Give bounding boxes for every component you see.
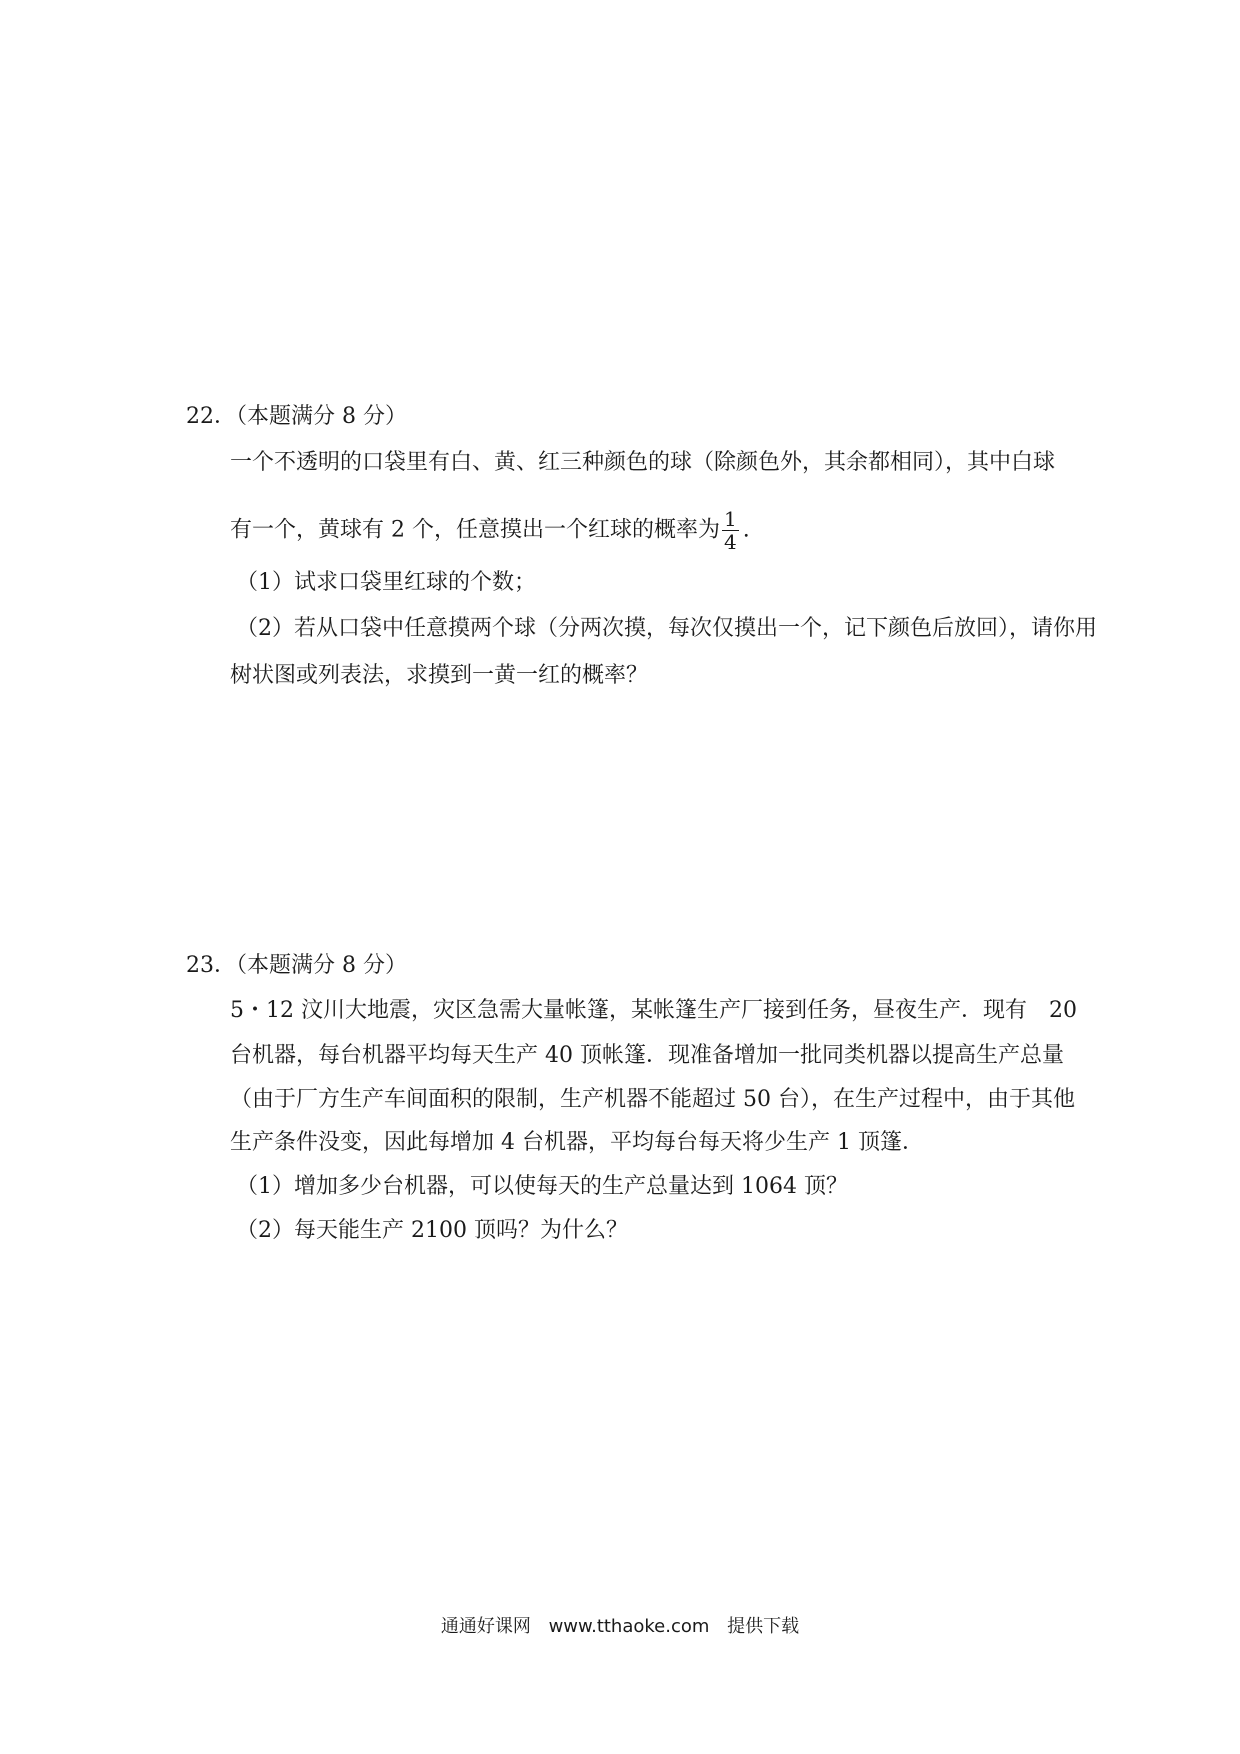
q22-line2-prefix: 有一个，黄球有 2 个，任意摸出一个红球的概率为 [230,517,720,543]
q22-probability-fraction [722,508,739,553]
q22-line1: 一个不透明的口袋里有白、黄、红三种颜色的球（除颜色外，其余都相同），其中白球 [230,450,1056,475]
q22-header: 22．（本题满分 8 分） [186,404,407,429]
footer-note: 提供下载 [727,1616,800,1637]
q22-part2-line1: （2）若从口袋中任意摸两个球（分两次摸，每次仅摸出一个，记下颜色后放回），请你用 [236,616,1098,641]
footer-site-name: 通通好课网 [440,1616,531,1637]
q23-line1: 5・12 汶川大地震，灾区急需大量帐篷，某帐篷生产厂接到任务，昼夜生产．现有 20 [230,998,1077,1023]
q23-line3: （由于厂方生产车间面积的限制，生产机器不能超过 50 台），在生产过程中，由于其他 [230,1087,1075,1112]
q23-line4: 生产条件没变，因此每增加 4 台机器，平均每台每天将少生产 1 顶篷． [230,1130,924,1155]
fraction-numerator: 1 [724,507,737,531]
q23-part2: （2）每天能生产 2100 顶吗？为什么？ [236,1218,628,1243]
q23-part1: （1）增加多少台机器，可以使每天的生产总量达到 1064 顶？ [236,1174,848,1199]
q22-line2-suffix: . [742,517,750,543]
fraction-denominator: 4 [724,530,737,554]
q22-part2-line2: 树状图或列表法，求摸到一黄一红的概率？ [230,663,649,688]
page-footer [0,1612,1240,1638]
footer-url[interactable]: www.tthaoke.com [548,1616,710,1637]
q22-part1: （1）试求口袋里红球的个数； [236,570,536,595]
q22-line2 [230,508,750,553]
q23-line2: 台机器，每台机器平均每天生产 40 顶帐篷．现准备增加一批同类机器以提高生产总量 [230,1043,1064,1068]
q23-header: 23．（本题满分 8 分） [186,953,407,978]
